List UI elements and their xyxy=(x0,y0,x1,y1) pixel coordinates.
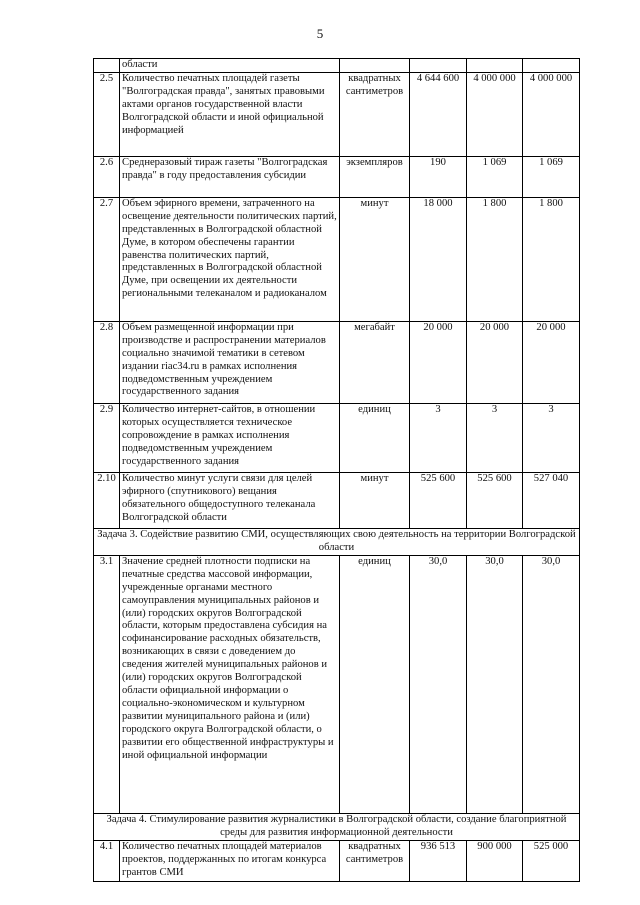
indicator-description: Среднеразовый тираж газеты "Волгоградская правда" в году предоставления субсидии xyxy=(120,156,340,197)
table-row xyxy=(94,59,580,73)
value-year-2: 4 000 000 xyxy=(467,72,523,156)
value-year-3: 20 000 xyxy=(523,321,580,403)
value-year-3: 3 xyxy=(523,403,580,472)
indicator-description: Количество интернет-сайтов, в отношении которых осуществляется техническое сопровождение в рамках исполнения подведомственным учреждением государственного задания xyxy=(120,403,340,472)
indicator-description: Количество минут услуги связи для целей эфирного (спутникового) вещания обязательного общедоступного телеканала Волгоградской области xyxy=(120,472,340,528)
row-number: 2.9 xyxy=(94,403,120,472)
unit-cell xyxy=(340,59,410,73)
indicators-table xyxy=(93,58,580,882)
value-year-3: 525 000 xyxy=(523,840,580,881)
value-year-1: 20 000 xyxy=(410,321,467,403)
unit-of-measure: единиц xyxy=(340,555,410,813)
unit-of-measure: квадратных сантиметров xyxy=(340,72,410,156)
row-number: 2.5 xyxy=(94,72,120,156)
indicator-description: Объем эфирного времени, затраченного на освещение деятельности политических партий, представленных в Волгоградской областной Думе, в котором обеспечены гарантии равенства политических партий, представленных в Волгоградской областной Думе, при освещении их деятельности региональными телеканалом и радиоканалом xyxy=(120,197,340,321)
value-year-2: 3 xyxy=(467,403,523,472)
value-year-1: 190 xyxy=(410,156,467,197)
value-cell xyxy=(410,59,467,73)
value-cell xyxy=(467,59,523,73)
unit-of-measure: квадратных сантиметров xyxy=(340,840,410,881)
section-row xyxy=(94,813,580,840)
value-year-3: 4 000 000 xyxy=(523,72,580,156)
row-number: 4.1 xyxy=(94,840,120,881)
value-year-3: 527 040 xyxy=(523,472,580,528)
table-row xyxy=(94,321,580,403)
value-year-1: 4 644 600 xyxy=(410,72,467,156)
section-heading: Задача 4. Стимулирование развития журналистики в Волгоградской области, создание благоприятной среды для развития информационной деятельности xyxy=(94,813,580,840)
table-row xyxy=(94,472,580,528)
table-row xyxy=(94,72,580,156)
row-number xyxy=(94,59,120,73)
unit-of-measure: минут xyxy=(340,472,410,528)
value-year-2: 30,0 xyxy=(467,555,523,813)
page-number: 5 xyxy=(316,26,324,41)
row-number: 2.8 xyxy=(94,321,120,403)
value-year-2: 1 800 xyxy=(467,197,523,321)
value-year-1: 30,0 xyxy=(410,555,467,813)
indicator-description: области xyxy=(120,59,340,73)
indicator-description: Объем размещенной информации при производстве и распространении материалов социально значимой тематики в сетевом издании riac34.ru в рамках исполнения подведомственным учреждением государственного задания xyxy=(120,321,340,403)
unit-of-measure: минут xyxy=(340,197,410,321)
table-row xyxy=(94,555,580,813)
table-row xyxy=(94,197,580,321)
unit-of-measure: мегабайт xyxy=(340,321,410,403)
value-year-2: 525 600 xyxy=(467,472,523,528)
row-number: 2.6 xyxy=(94,156,120,197)
table-row xyxy=(94,156,580,197)
value-year-1: 18 000 xyxy=(410,197,467,321)
row-number: 2.10 xyxy=(94,472,120,528)
value-year-3: 1 800 xyxy=(523,197,580,321)
indicator-description: Количество печатных площадей газеты "Волгоградская правда", занятых правовыми актами органов государственной власти Волгоградской области и иной официальной информацией xyxy=(120,72,340,156)
unit-of-measure: экземпляров xyxy=(340,156,410,197)
value-year-1: 525 600 xyxy=(410,472,467,528)
table-row xyxy=(94,840,580,881)
row-number: 3.1 xyxy=(94,555,120,813)
value-year-1: 936 513 xyxy=(410,840,467,881)
value-year-2: 20 000 xyxy=(467,321,523,403)
table-row xyxy=(94,403,580,472)
row-number: 2.7 xyxy=(94,197,120,321)
unit-of-measure: единиц xyxy=(340,403,410,472)
value-cell xyxy=(523,59,580,73)
section-heading: Задача 3. Содействие развитию СМИ, осуществляющих свою деятельность на территории Волгоградской области xyxy=(94,528,580,555)
section-row xyxy=(94,528,580,555)
value-year-1: 3 xyxy=(410,403,467,472)
value-year-3: 1 069 xyxy=(523,156,580,197)
value-year-3: 30,0 xyxy=(523,555,580,813)
indicator-description: Значение средней плотности подписки на печатные средства массовой информации, учрежденные органами местного самоуправления муниципальных районов и (или) городских округов Волгоградской области, которым предоставлена субсидия на софинансирование расходных обязательств, возникающих в связи с доведением до сведения жителей муниципальных районов и (или) городских округов Волгоградской области официальной информации о социально-экономическом и культурном развитии муниципального района и (или) городского округа Волгоградской области, о развитии его общественной инфраструктуры и иной официальной информации xyxy=(120,555,340,813)
value-year-2: 1 069 xyxy=(467,156,523,197)
indicator-description: Количество печатных площадей материалов проектов, поддержанных по итогам конкурса грантов СМИ xyxy=(120,840,340,881)
value-year-2: 900 000 xyxy=(467,840,523,881)
